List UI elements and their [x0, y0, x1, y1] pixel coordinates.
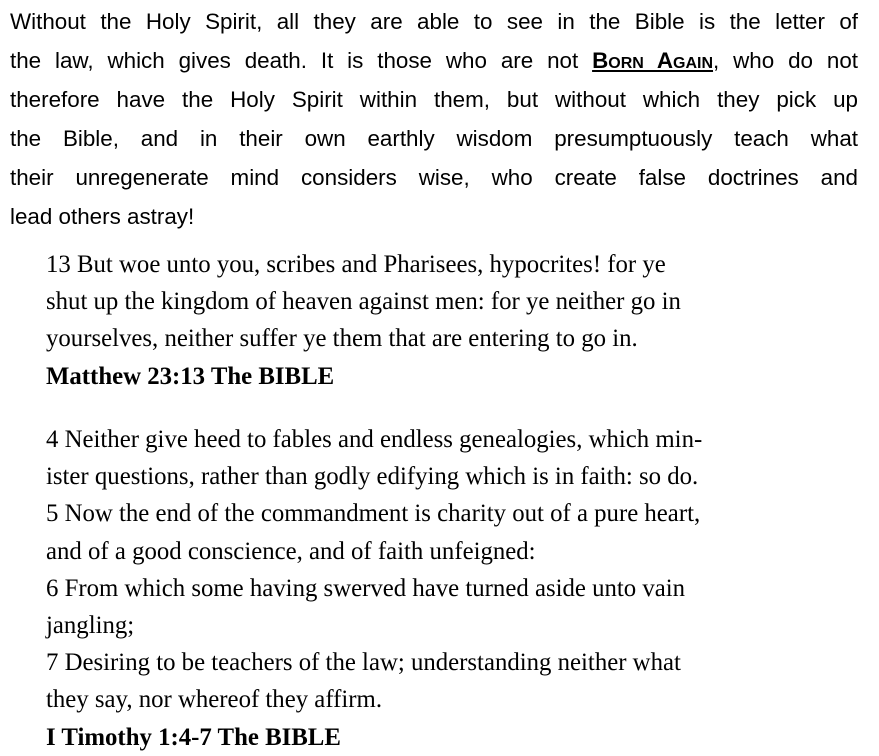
paragraph-line: Without the Holy Spirit, all they are able to see in the Bible is the letter of — [10, 9, 858, 34]
paragraph-line: the Bible, and in their own earthly wisdom presumptuously teach what — [10, 126, 858, 151]
scripture-quote-timothy — [46, 421, 836, 756]
verse-line: yourselves, neither suffer ye them that are entering to go in. — [46, 325, 638, 353]
paragraph-line: therefore have the Holy Spirit within them, but without which they pick up — [10, 87, 858, 112]
scripture-quote-matthew — [46, 246, 836, 395]
commentary-paragraph — [10, 2, 858, 236]
verse-line: 4 Neither give heed to fables and endless genealogies, which min- — [46, 426, 703, 453]
born-again-emphasis: Born Again — [592, 48, 714, 73]
scripture-reference: I Timothy 1:4-7 The BIBLE — [46, 723, 341, 751]
verse-line: they say, nor whereof they affirm. — [46, 686, 383, 714]
verse-line: 7 Desiring to be teachers of the law; understanding neither what — [46, 649, 681, 677]
verse-line: jangling; — [46, 612, 135, 640]
paragraph-text: , who do not — [713, 48, 858, 73]
verse-line: ister questions, rather than godly edifying which is in faith: so do. — [46, 463, 699, 491]
scripture-reference: Matthew 23:13 The BIBLE — [46, 362, 335, 390]
verse-line: and of a good conscience, and of faith unfeigned: — [46, 537, 536, 565]
paragraph-line: lead others astray! — [10, 204, 195, 229]
verse-line: shut up the kingdom of heaven against men: for ye neither go in — [46, 288, 681, 316]
verse-line: 13 But woe unto you, scribes and Pharisees, hypocrites! for ye — [46, 251, 666, 278]
paragraph-text: the law, which gives death. It is those who are not — [10, 48, 593, 73]
paragraph-line — [10, 41, 858, 80]
verse-line: 5 Now the end of the commandment is charity out of a pure heart, — [46, 500, 701, 528]
paragraph-line: their unregenerate mind considers wise, who create false doctrines and — [10, 165, 858, 190]
verse-line: 6 From which some having swerved have turned aside unto vain — [46, 574, 686, 602]
